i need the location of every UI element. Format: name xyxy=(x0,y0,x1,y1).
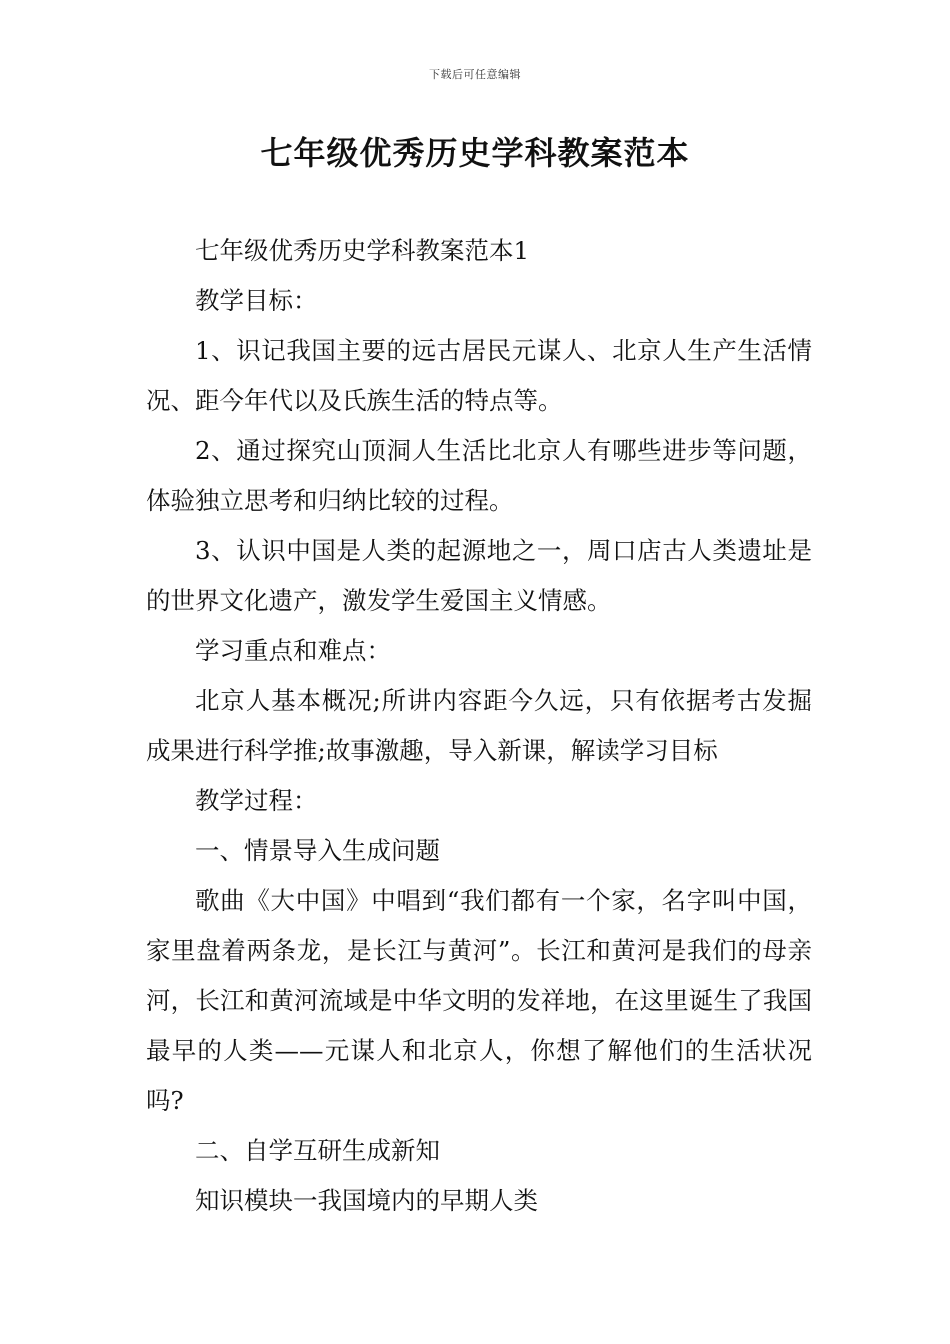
teaching-process-label: 教学过程： xyxy=(195,786,318,815)
process-step-2-heading: 二、自学互研生成新知 xyxy=(195,1136,440,1165)
key-points-paragraph: 北京人基本概况;所讲内容距今久远，只有依据考古发掘成果进行科学推;故事激趣，导入新课，解读学习目标 xyxy=(146,686,812,765)
process-step-1-paragraph: 歌曲《大中国》中唱到“我们都有一个家，名字叫中国，家里盘着两条龙，是长江与黄河”。长江和黄河是我们的母亲河，长江和黄河流域是中华文明的发祥地，在这里诞生了我国最早的人类——元谋人和北京人，你想了解他们的生活状况吗? xyxy=(146,886,812,1115)
document-title: 七年级优秀历史学科教案范本 xyxy=(260,134,690,172)
section-heading: 七年级优秀历史学科教案范本1 xyxy=(195,236,530,265)
header-note: 下载后可任意编辑 xyxy=(429,68,521,81)
teaching-goals-label: 教学目标： xyxy=(195,286,318,315)
goal-paragraph-2: 2、通过探究山顶洞人生活比北京人有哪些进步等问题，体验独立思考和归纳比较的过程。 xyxy=(146,436,812,515)
goal-paragraph-3: 3、认识中国是人类的起源地之一，周口店古人类遗址是的世界文化遗产，激发学生爱国主义情感。 xyxy=(146,536,812,615)
process-step-1-heading: 一、情景导入生成问题 xyxy=(195,836,440,865)
knowledge-module-1-heading: 知识模块一我国境内的早期人类 xyxy=(195,1186,538,1215)
goal-paragraph-1: 1、识记我国主要的远古居民元谋人、北京人生产生活情况、距今年代以及氏族生活的特点等。 xyxy=(146,336,812,415)
document-body xyxy=(146,226,812,1226)
key-points-label: 学习重点和难点： xyxy=(195,636,391,665)
